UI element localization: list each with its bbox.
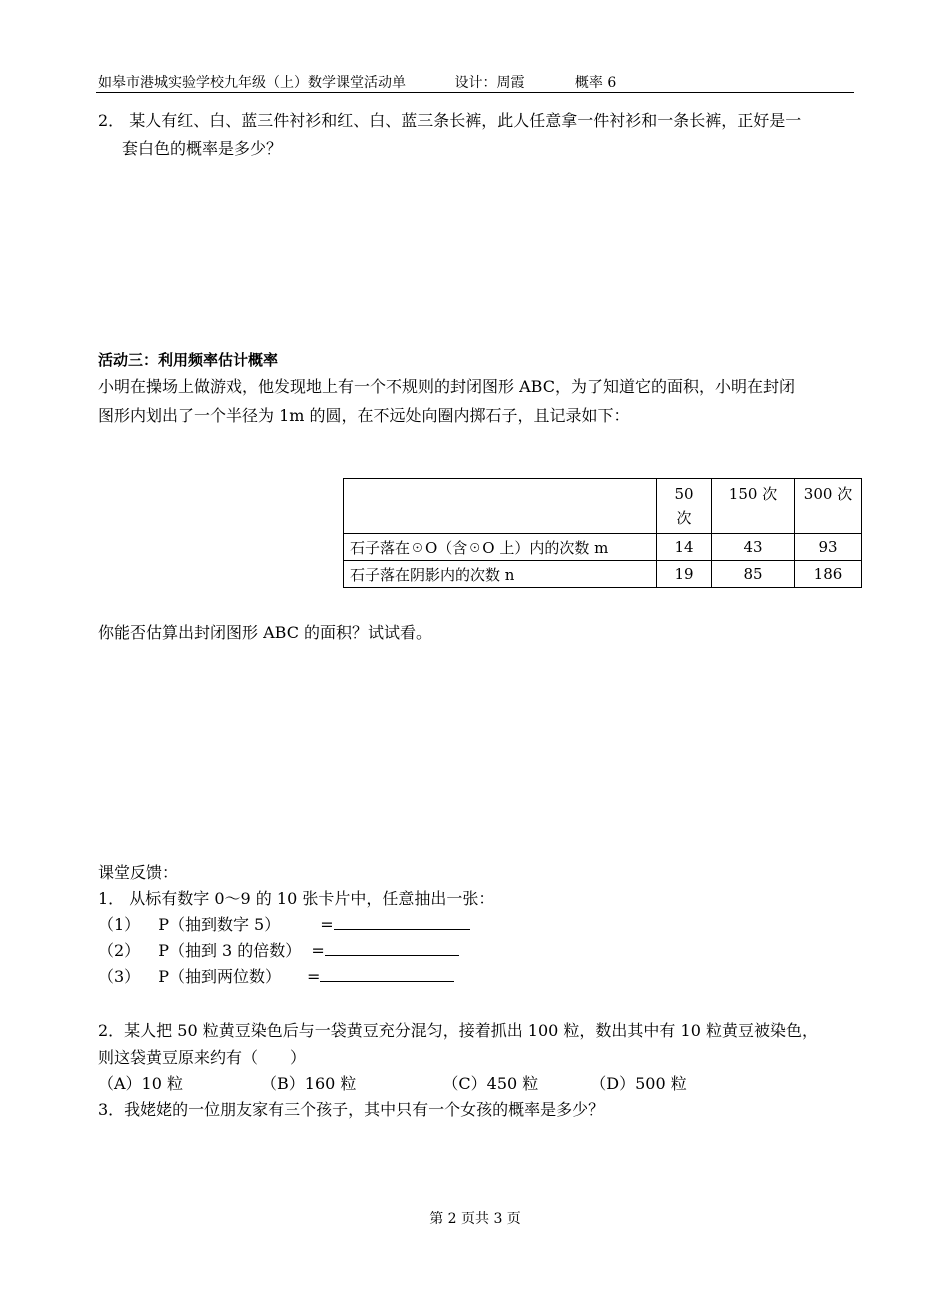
table-header-empty xyxy=(344,479,657,534)
option-a: （A）10 粒 xyxy=(98,1074,184,1093)
feedback-q1-item: （3） P（抽到两位数） = xyxy=(98,964,454,987)
activity3-line2: 图形内划出了一个半径为 1m 的圆，在不远处向圈内掷石子，且记录如下： xyxy=(98,406,630,425)
cell: 93 xyxy=(795,534,862,561)
cell: 85 xyxy=(712,561,795,588)
q2-line1: 2． 某人有红、白、蓝三件衬衫和红、白、蓝三条长裤，此人任意拿一件衬衫和一条长裤，正好是一 xyxy=(98,111,802,130)
cell: 19 xyxy=(657,561,712,588)
feedback-q1-item: （2） P（抽到 3 的倍数） = xyxy=(98,938,459,961)
feedback-q2-options xyxy=(98,1071,687,1094)
feedback-q1-stem: 1． 从标有数字 0～9 的 10 张卡片中，任意抽出一张： xyxy=(98,889,495,908)
table-header-150: 150 次 xyxy=(712,479,795,534)
feedback-q2-line2: 则这袋黄豆原来约有（ ） xyxy=(98,1048,307,1067)
answer-blank[interactable] xyxy=(320,967,454,982)
cell: 43 xyxy=(712,534,795,561)
record-table xyxy=(343,478,862,588)
answer-blank[interactable] xyxy=(334,915,470,930)
header-school: 如皋市港城实验学校九年级（上）数学课堂活动单 xyxy=(98,75,406,91)
table-row xyxy=(344,534,862,561)
q2-line2: 套白色的概率是多少？ xyxy=(122,139,283,158)
cell: 14 xyxy=(657,534,712,561)
answer-blank[interactable] xyxy=(325,941,459,956)
feedback-q2-line1: 2．某人把 50 粒黄豆染色后与一袋黄豆充分混匀，接着抓出 100 粒，数出其中有 10 粒黄豆被染色， xyxy=(98,1021,818,1040)
table-header-row xyxy=(344,479,862,534)
feedback-q3: 3．我姥姥的一位朋友家有三个孩子，其中只有一个女孩的概率是多少？ xyxy=(98,1100,605,1119)
page-header xyxy=(98,72,616,92)
header-topic: 概率 6 xyxy=(574,75,617,91)
header-rule xyxy=(96,92,854,93)
row-label-n: 石子落在阴影内的次数 n xyxy=(344,561,657,588)
cell: 186 xyxy=(795,561,862,588)
feedback-title: 课堂反馈： xyxy=(98,863,179,882)
activity3-line1: 小明在操场上做游戏，他发现地上有一个不规则的封闭图形 ABC，为了知道它的面积，小明在封闭 xyxy=(98,377,795,396)
row-label-m: 石子落在☉O（含☉O 上）内的次数 m xyxy=(344,534,657,561)
option-c: （C）450 粒 xyxy=(442,1074,539,1093)
option-b: （B）160 粒 xyxy=(261,1074,357,1093)
page-footer: 第 2 页共 3 页 xyxy=(429,1211,521,1227)
option-d: （D）500 粒 xyxy=(590,1074,687,1093)
header-designer: 设计：周霞 xyxy=(454,75,525,91)
table-row xyxy=(344,561,862,588)
table-header-300: 300 次 xyxy=(795,479,862,534)
activity3-title: 活动三：利用频率估计概率 xyxy=(98,351,279,369)
activity3-question: 你能否估算出封闭图形 ABC 的面积？试试看。 xyxy=(98,623,433,642)
feedback-q1-item: （1） P（抽到数字 5） = xyxy=(98,912,470,935)
table-header-50: 50 次 xyxy=(657,479,712,534)
